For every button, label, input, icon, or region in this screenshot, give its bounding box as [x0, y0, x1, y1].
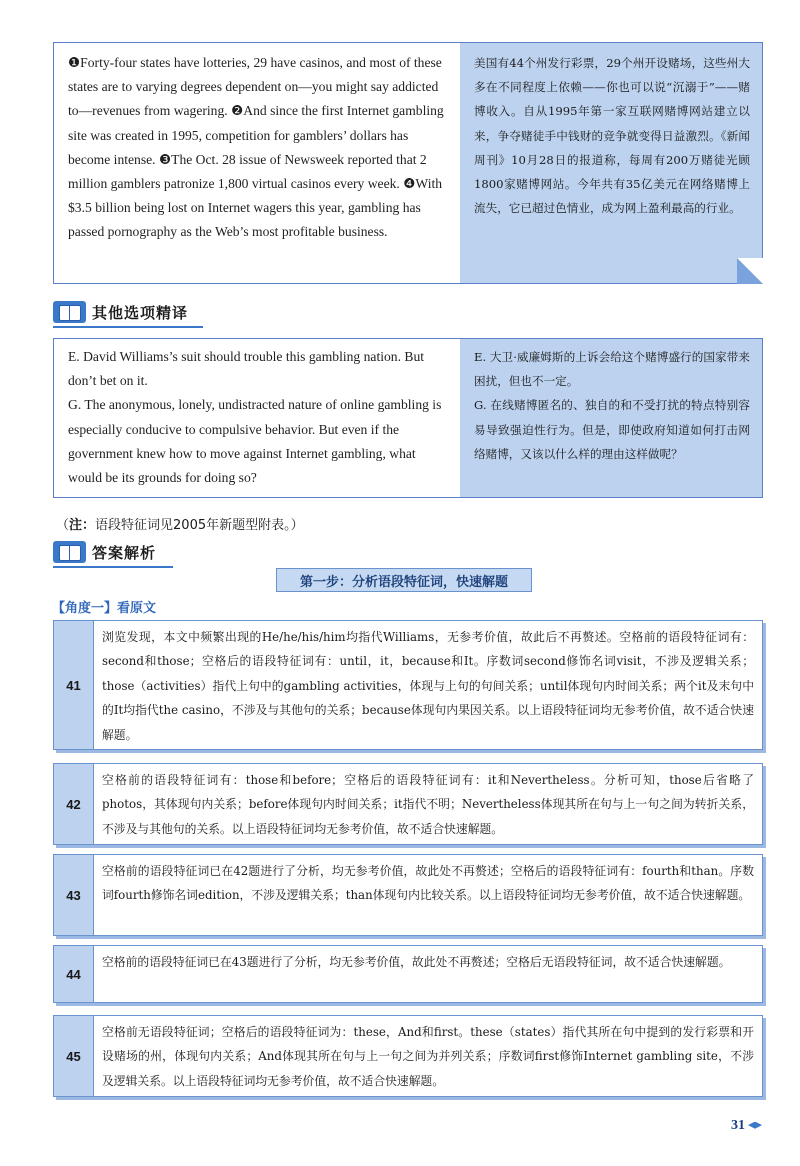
passage-chinese-text: 美国有44个州发行彩票，29个州开设赌场，这些州大多在不同程度上依赖——你也可以说“沉溺于”——赌博收入。自从1995年第一家互联网赌博网站建立以来，争夺赌徒手中钱财的竞争就变得日益激烈。《新闻周刊》10月28日的报道称，每周有200万赌徒光顾1800家赌博网站。今年共有35亿美元在网络赌博上流失，它已超过色情业，成为网上盈利最高的行业。 — [474, 56, 750, 216]
step-banner: 第一步：分析语段特征词，快速解题 — [276, 568, 532, 592]
note-text: 语段特征词见2005年新题型附表。） — [95, 518, 304, 533]
graduation-cap-icon — [748, 1122, 762, 1131]
section-underline — [53, 326, 203, 328]
section-title: 其他选项精译 — [92, 303, 189, 322]
other-options-chinese — [460, 339, 762, 497]
question-number: 42 — [54, 764, 94, 844]
answer-box-43 — [53, 854, 763, 936]
question-number: 44 — [54, 946, 94, 1002]
question-number: 43 — [54, 855, 94, 935]
question-number: 45 — [54, 1016, 94, 1096]
other-options-box — [53, 338, 763, 498]
option-g-chinese: G. 在线赌博匿名的、独自的和不受打扰的特点特别容易导致强迫性行为。但是，即使政府知道如何打击网络赌博，又该以什么样的理由这样做呢？ — [474, 398, 750, 461]
section-underline — [53, 566, 173, 568]
note — [56, 514, 304, 533]
passage-box — [53, 42, 763, 284]
passage-chinese — [460, 43, 762, 283]
answer-box-44 — [53, 945, 763, 1003]
page-number — [731, 1118, 762, 1134]
answer-text: 空格前的语段特征词已在42题进行了分析，均无参考价值，故此处不再赘述；空格后的语段特征词有：fourth和than。序数词fourth修饰名词edition，不涉及逻辑关系；than体现句内比较关系。以上语段特征词均无参考价值，故不适合快速解题。 — [102, 864, 754, 903]
section-header-answer — [53, 540, 156, 564]
answer-text: 空格前无语段特征词；空格后的语段特征词为：these，And和first。these（states）指代其所在句中提到的发行彩票和开设赌场的州，体现句内关系；And体现其所在句与上一句之间为并列关系；序数词first修饰Internet gambling site，不涉及逻辑关系。以上语段特征词均无参考价值，故不适合快速解题。 — [102, 1025, 754, 1088]
page-number-text: 31 — [731, 1118, 745, 1133]
answer-box-45 — [53, 1015, 763, 1097]
page-fold-shadow — [737, 258, 763, 284]
note-label: 注： — [69, 518, 96, 533]
answer-text: 浏览发现，本文中频繁出现的He/he/his/him均指代Williams，无参考价值，故此后不再赘述。空格前的语段特征词有：second和those；空格后的语段特征词有：until，it，because和It。序数词second修饰名词visit，不涉及逻辑关系；those（activities）指代上句中的gambling activities，体现与上句的句间关系；until体现句内时间关系；两个it及末句中的It均指代the casino，不涉及与其他句的关系；because体现句内果因关系。以上语段特征词均无参考价值，故不适合快速解题。 — [102, 630, 754, 742]
book-icon — [53, 541, 86, 563]
passage-english: ❶Forty-four states have lotteries, 29 have casinos, and most of these states are to varying degrees dependent on—you might say addicted to—revenues from wagering. ❷And since the first Internet gambling site was created in 1995, competition for gamblers’ dollars has become intense. ❸The Oct. 28 issue of Newsweek reported that 2 million gamblers patronize 1,800 virtual casinos every week. ❹With $3.5 billion being lost on Internet wagers this year, gambling has passed pornography as the Web’s most profitable business. — [54, 43, 460, 283]
question-number: 41 — [54, 621, 94, 749]
other-options-english — [54, 339, 460, 497]
answer-text: 空格前的语段特征词有：those和before；空格后的语段特征词有：it和Nevertheless。分析可知，those后省略了photos，其体现句内关系；before体现句内时间关系；it指代不明；Nevertheless体现其所在句与上一句之间为转折关系，不涉及与其他句的关系。以上语段特征词均无参考价值，故不适合快速解题。 — [102, 773, 754, 836]
option-e-chinese: E. 大卫·威廉姆斯的上诉会给这个赌博盛行的国家带来困扰，但也不一定。 — [474, 350, 750, 389]
answer-text: 空格前的语段特征词已在43题进行了分析，均无参考价值，故此处不再赘述；空格后无语段特征词，故不适合快速解题。 — [102, 955, 731, 969]
book-icon — [53, 301, 86, 323]
note-open-paren: （ — [56, 518, 70, 533]
angle-label: 【角度一】看原文 — [52, 601, 157, 616]
section-header-other-options — [53, 300, 188, 324]
option-e-english: E. David Williams’s suit should trouble this gambling nation. But don’t bet on it. — [68, 349, 425, 389]
answer-box-42 — [53, 763, 763, 845]
section-title: 答案解析 — [92, 543, 157, 562]
answer-box-41 — [53, 620, 763, 750]
option-g-english: G. The anonymous, lonely, undistracted nature of online gambling is especially conducive to compulsive behavior. But even if the government knew how to move against Internet gambling, what would be its grounds for doing so? — [68, 397, 442, 486]
